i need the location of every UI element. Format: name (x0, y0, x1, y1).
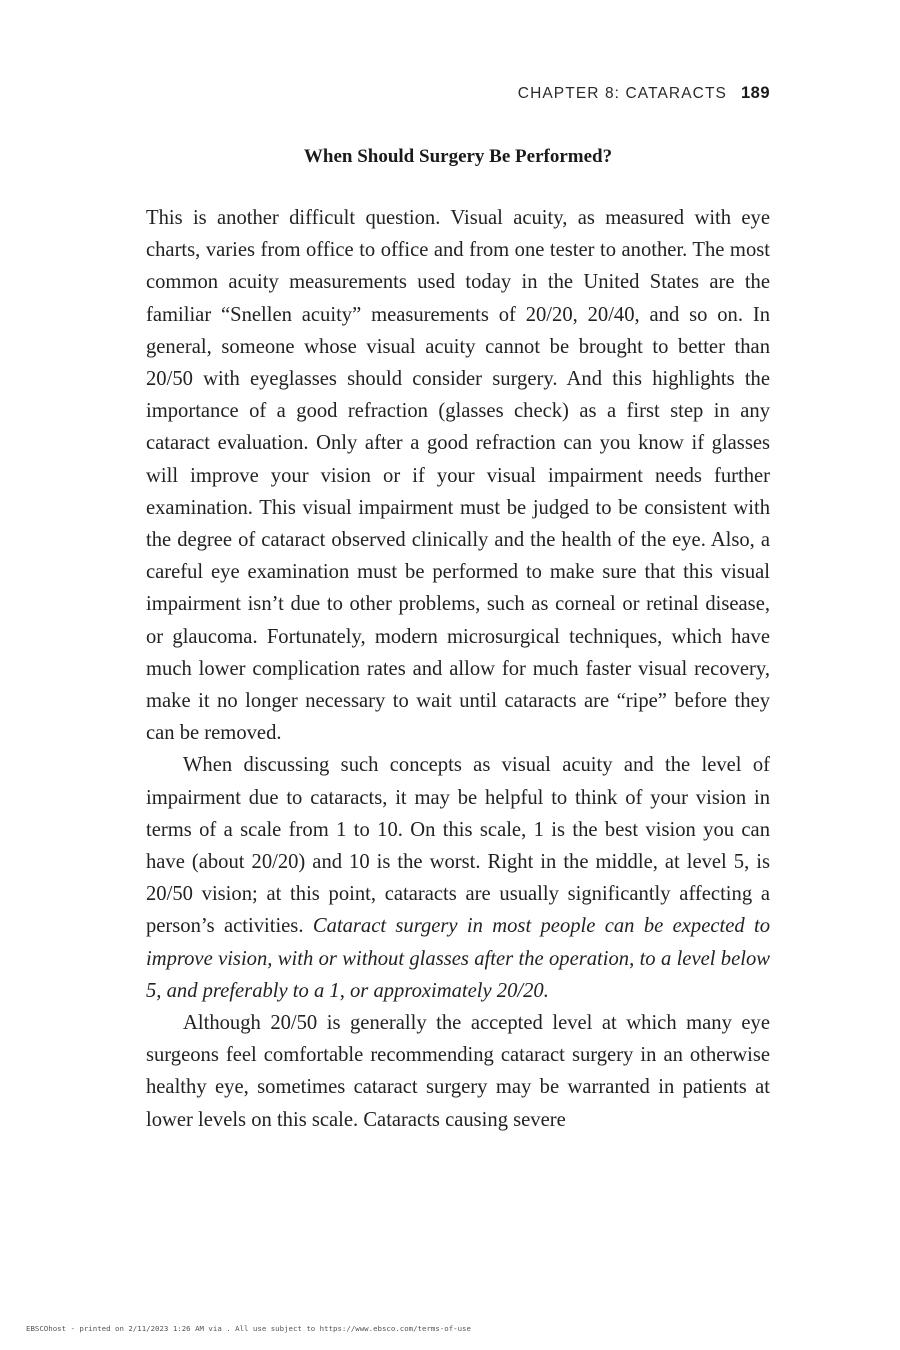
paragraph-1: This is another difficult question. Visual acuity, as measured with eye charts, varies from office to office and from one tester to another. The most common acuity measurements used today in the United States are the familiar “Snellen acuity” measurements of 20/20, 20/40, and so on. In general, someone whose visual acuity cannot be brought to better than 20/50 with eyeglasses should consider surgery. And this highlights the importance of a good refraction (glasses check) as a first step in any cataract evaluation. Only after a good refraction can you know if glasses will improve your vision or if your visual impairment needs further examination. This visual impairment must be judged to be consistent with the degree of cataract observed clinically and the health of the eye. Also, a careful eye examination must be performed to make sure that this visual impairment isn’t due to other problems, such as corneal or retinal disease, or glaucoma. Fortunately, modern microsurgical techniques, which have much lower complication rates and allow for much faster visual recovery, make it no longer necessary to wait until cataracts are “ripe” before they can be removed. (146, 207, 770, 745)
footer-note: EBSCOhost - printed on 2/11/2023 1:26 AM via . All use subject to https://www.ebsco.com/terms-of-use (26, 1324, 471, 1333)
chapter-label: CHAPTER 8: CATARACTS (517, 85, 727, 102)
section-heading: When Should Surgery Be Performed? (303, 146, 613, 167)
running-head (518, 84, 770, 103)
paragraph-2-italic-text: Cataract surgery in most people can be expected to improve vision, with or without glasses after the operation, to a level below 5, and preferably to a 1, or approximately 20/20. (146, 915, 770, 1002)
page-number: 189 (740, 84, 770, 102)
paragraph-2-text: When discussing such concepts as visual acuity and the level of impairment due to cataracts, it may be helpful to think of your vision in terms of a scale from 1 to 10. On this scale, 1 is the best vision you can have (about 20/20) and 10 is the worst. Right in the middle, at level 5, is 20/50 vision; at this point, cataracts are usually significantly affecting a person’s activities. (146, 754, 770, 938)
paragraph-2 (146, 749, 770, 1007)
paragraph-3: Although 20/50 is generally the accepted level at which many eye surgeons feel comfortable recommending cataract surgery in an otherwise healthy eye, sometimes cataract surgery may be warranted in patients at lower levels on this scale. Cataracts causing severe (146, 1012, 770, 1131)
body-text (146, 202, 770, 1136)
